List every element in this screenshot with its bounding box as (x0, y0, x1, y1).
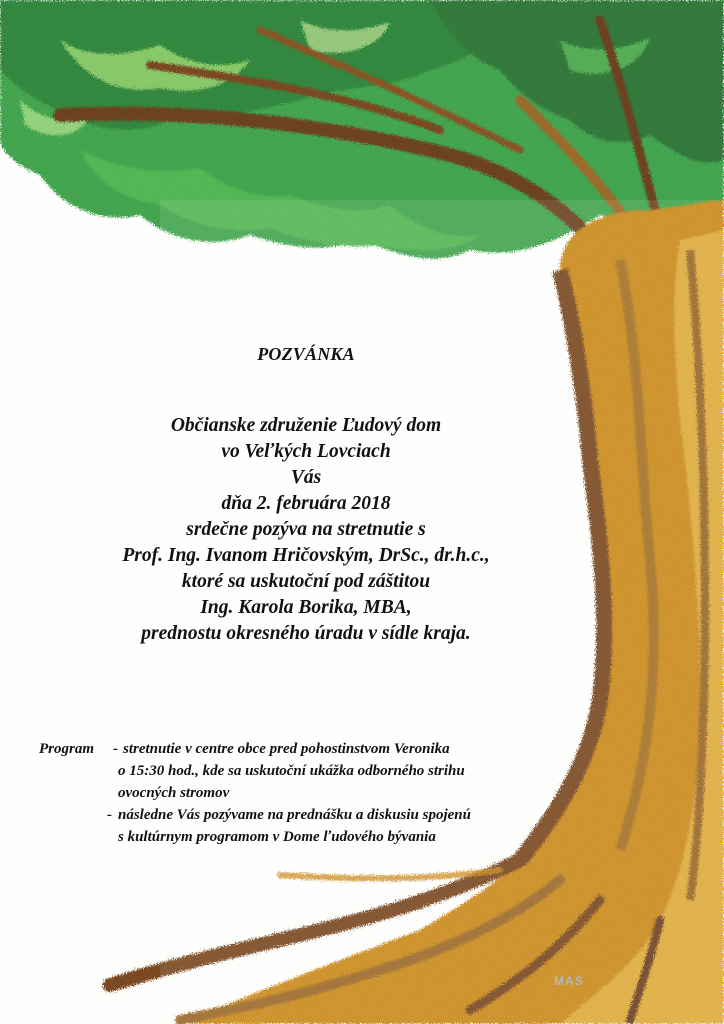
invitation-line: Ing. Karola Borika, MBA, (200, 597, 412, 618)
invitation-line: srdečne pozýva na stretnutie s (186, 519, 426, 540)
invitation-line: Prof. Ing. Ivanom Hričovským, DrSc., dr.h.c., (122, 545, 490, 566)
program-row (39, 782, 559, 804)
program-label: Program (39, 741, 95, 757)
invitation-body (0, 413, 612, 647)
artist-watermark: MAS (554, 974, 584, 988)
program-item-line: ovocných stromov (118, 785, 230, 801)
bullet-dash: - (107, 807, 112, 823)
invitation-line: prednostu okresného úradu v sídle kraja. (141, 623, 471, 644)
program-row (39, 826, 559, 848)
program-row (39, 760, 559, 782)
invitation-line: Občianske združenie Ľudový dom (170, 415, 442, 436)
program-item-line: s kultúrnym programom v Dome ľudového bývania (118, 829, 436, 845)
invitation-line: dňa 2. februára 2018 (221, 493, 391, 514)
program-item-line: stretnutie v centre obce pred pohostinstvom Veronika (123, 741, 450, 757)
program-row (39, 738, 559, 760)
invitation-line: Vás (290, 467, 322, 488)
program-section (39, 738, 559, 848)
program-item-line: o 15:30 hod., kde sa uskutoční ukážka odborného strihu (118, 763, 465, 779)
invitation-line: ktoré sa uskutoční pod záštitou (181, 571, 431, 592)
poster-title: POZVÁNKA (257, 344, 355, 364)
program-item-line: následne Vás pozývame na prednášku a diskusiu spojenú (118, 807, 471, 823)
bullet-dash: - (113, 741, 118, 757)
program-row (39, 804, 559, 826)
invitation-line: vo Veľkých Lovciach (221, 441, 391, 462)
